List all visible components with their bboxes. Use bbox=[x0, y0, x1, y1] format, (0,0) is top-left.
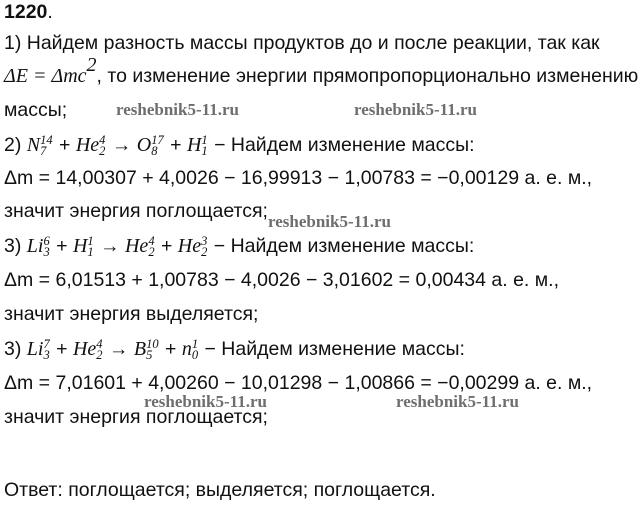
step3-conclusion: значит энергия выделяется; bbox=[4, 303, 259, 325]
step1-line2-text: , то изменение энергии прямопропорционально изменению bbox=[96, 65, 638, 87]
step4-reaction: 3) Li 7 3 + He 4 2 → B 10 5 + n 1 0 − Найдем изменение массы: bbox=[4, 336, 465, 362]
reaction-arrow: → bbox=[100, 235, 120, 257]
watermark: reshebnik5-11.ru bbox=[396, 392, 519, 411]
final-answer: Ответ: поглощается; выделяется; поглощается. bbox=[4, 479, 436, 501]
step4-calculation: Δm = 7,01601 + 4,00260 − 10,01298 − 1,00866 = −0,00299 а. е. м., bbox=[4, 372, 593, 394]
step1-line1: 1) Найдем разность массы продуктов до и после реакции, так как bbox=[4, 32, 600, 54]
watermark: reshebnik5-11.ru bbox=[144, 392, 267, 411]
step4-conclusion: значит энергия поглощается; bbox=[4, 406, 268, 428]
reaction-arrow: → bbox=[111, 134, 132, 156]
step3-reaction: 3) Li 6 3 + H 1 1 → He 4 2 + He 3 2 − Найдем изменение массы: bbox=[4, 233, 475, 259]
step1-line3: массы; bbox=[4, 99, 68, 121]
watermark: reshebnik5-11.ru bbox=[268, 212, 391, 231]
watermark: reshebnik5-11.ru bbox=[354, 100, 477, 119]
step2-reaction: 2) N 14 7 + He 4 2 → O 17 8 + H 1 1 − Найдем изменение массы: bbox=[4, 132, 475, 158]
step3-calculation: Δm = 6,01513 + 1,00783 − 4,0026 − 3,01602 = 0,00434 а. е. м., bbox=[4, 269, 559, 291]
watermark: reshebnik5-11.ru bbox=[116, 100, 239, 119]
step1-line2 bbox=[4, 54, 638, 88]
problem-number: 1220. bbox=[4, 1, 53, 23]
energy-formula: ΔE = Δmc bbox=[4, 65, 87, 87]
energy-formula-exponent: 2 bbox=[86, 54, 97, 76]
step2-calculation: Δm = 14,00307 + 4,0026 − 16,99913 − 1,00783 = −0,00129 а. е. м., bbox=[4, 167, 593, 189]
step2-conclusion: значит энергия поглощается; bbox=[4, 200, 268, 222]
reaction-arrow: → bbox=[108, 338, 129, 360]
